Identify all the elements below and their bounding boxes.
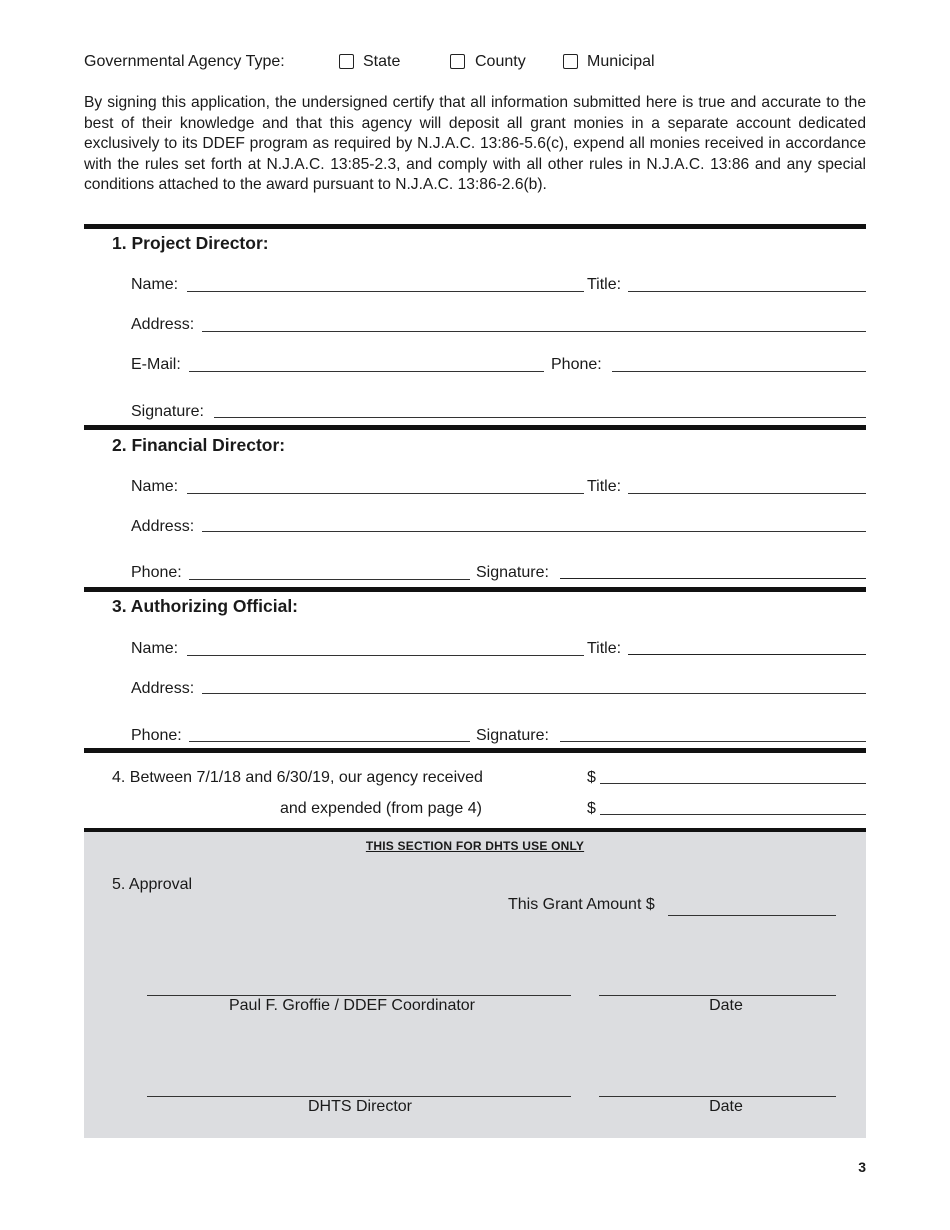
ao-phone-label: Phone:	[131, 727, 182, 744]
pd-title-field[interactable]	[628, 291, 866, 292]
ao-name-field[interactable]	[187, 655, 584, 656]
received-label: 4. Between 7/1/18 and 6/30/19, our agency received	[112, 769, 483, 786]
section-divider	[84, 425, 866, 430]
grant-amount-label: This Grant Amount $	[508, 896, 655, 913]
county-checkbox[interactable]	[450, 54, 465, 69]
section2-heading: 2. Financial Director:	[112, 435, 286, 455]
coordinator-signature-line[interactable]	[147, 995, 571, 996]
section3-heading: 3. Authorizing Official:	[112, 596, 299, 616]
certification-paragraph: By signing this application, the undersigned certify that all information submitted here is true and accurate to the best of their knowledge and that this agency will deposit all grant monies in a separate account dedicated exclusively to its DDEF program as required by N.J.A.C. 13:86-5.6(c), expend all monies received in accordance with the rules set forth at N.J.A.C. 13:85-2.3, and comply with all other rules in N.J.A.C. 13:86 and any special conditions attached to the award pursuant to N.J.A.C. 13:86-2.6(b).	[84, 94, 866, 194]
coordinator-label: Paul F. Groffie / DDEF Coordinator	[228, 997, 476, 1014]
section1-heading: 1. Project Director:	[112, 233, 269, 253]
fd-address-label: Address:	[131, 518, 195, 535]
section-divider	[84, 748, 866, 753]
dhts-banner: THIS SECTION FOR DHTS USE ONLY	[365, 839, 585, 853]
pd-email-label: E-Mail:	[131, 356, 181, 373]
grant-amount-field[interactable]	[668, 915, 836, 916]
ao-signature-label: Signature:	[476, 727, 549, 744]
ao-address-label: Address:	[131, 680, 195, 697]
expended-label: and expended (from page 4)	[280, 800, 482, 817]
fd-title-label: Title:	[587, 478, 622, 495]
fd-signature-field[interactable]	[560, 578, 866, 579]
approval-label: 5. Approval	[112, 876, 193, 893]
director-signature-line[interactable]	[147, 1096, 571, 1097]
page-number: 3	[858, 1159, 866, 1175]
pd-name-field[interactable]	[187, 291, 584, 292]
received-currency: $	[587, 769, 596, 786]
ao-title-label: Title:	[587, 640, 622, 657]
director-date-line[interactable]	[599, 1096, 836, 1097]
coordinator-date-label: Date	[709, 997, 743, 1014]
dhts-use-only-panel	[84, 832, 866, 1138]
pd-phone-field[interactable]	[612, 371, 866, 372]
fd-title-field[interactable]	[628, 493, 866, 494]
fd-phone-label: Phone:	[131, 564, 182, 581]
county-label: County	[475, 53, 526, 70]
pd-signature-label: Signature:	[131, 403, 204, 420]
pd-phone-label: Phone:	[551, 356, 602, 373]
pd-signature-field[interactable]	[214, 417, 866, 418]
agency-type-label: Governmental Agency Type:	[84, 53, 285, 70]
pd-title-label: Title:	[587, 276, 622, 293]
section-divider	[84, 587, 866, 592]
pd-email-field[interactable]	[189, 371, 544, 372]
expended-amount-field[interactable]	[600, 814, 866, 815]
coordinator-date-line[interactable]	[599, 995, 836, 996]
state-checkbox[interactable]	[339, 54, 354, 69]
fd-phone-field[interactable]	[189, 579, 470, 580]
municipal-label: Municipal	[587, 53, 655, 70]
pd-name-label: Name:	[131, 276, 179, 293]
fd-name-field[interactable]	[187, 493, 584, 494]
ao-address-field[interactable]	[202, 693, 866, 694]
fd-signature-label: Signature:	[476, 564, 549, 581]
municipal-checkbox[interactable]	[563, 54, 578, 69]
received-amount-field[interactable]	[600, 783, 866, 784]
ao-signature-field[interactable]	[560, 741, 866, 742]
ao-name-label: Name:	[131, 640, 179, 657]
ao-title-field[interactable]	[628, 654, 866, 655]
fd-name-label: Name:	[131, 478, 179, 495]
fd-address-field[interactable]	[202, 531, 866, 532]
section-divider	[84, 224, 866, 229]
expended-currency: $	[587, 800, 596, 817]
state-label: State	[363, 53, 401, 70]
pd-address-label: Address:	[131, 316, 195, 333]
pd-address-field[interactable]	[202, 331, 866, 332]
ao-phone-field[interactable]	[189, 741, 470, 742]
director-date-label: Date	[709, 1098, 743, 1115]
director-label: DHTS Director	[307, 1098, 412, 1115]
